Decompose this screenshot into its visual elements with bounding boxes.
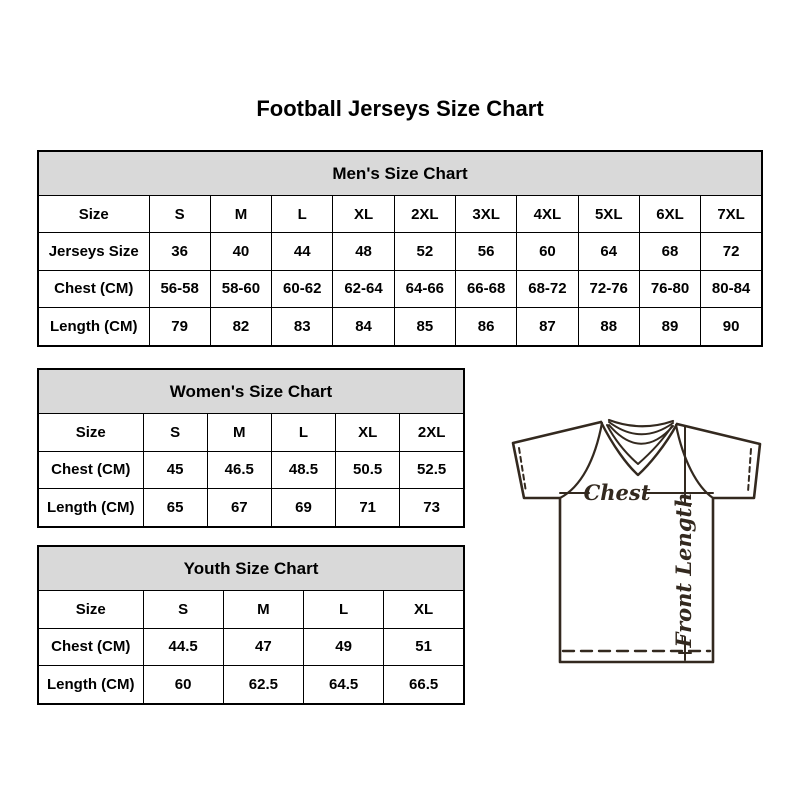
value-cell: L xyxy=(304,591,384,628)
value-cell: 64-66 xyxy=(394,270,455,307)
table-row xyxy=(38,270,762,307)
value-cell: 6XL xyxy=(639,196,700,233)
mens-size-table xyxy=(37,150,763,347)
value-cell: 60 xyxy=(517,233,578,270)
row-label-cell: Length (CM) xyxy=(38,308,149,346)
row-label-cell: Size xyxy=(38,591,143,628)
value-cell: 45 xyxy=(143,451,207,488)
womens-size-table xyxy=(37,368,465,528)
value-cell: S xyxy=(143,591,223,628)
value-cell: 44 xyxy=(272,233,333,270)
table-row xyxy=(38,451,464,488)
value-cell: 72-76 xyxy=(578,270,639,307)
value-cell: L xyxy=(271,414,335,451)
value-cell: 40 xyxy=(210,233,271,270)
table-row xyxy=(38,666,464,705)
value-cell: 47 xyxy=(223,628,303,665)
value-cell: 80-84 xyxy=(701,270,762,307)
table-row xyxy=(38,489,464,528)
value-cell: 62-64 xyxy=(333,270,394,307)
table-title: Youth Size Chart xyxy=(38,546,464,591)
value-cell: XL xyxy=(384,591,464,628)
value-cell: L xyxy=(272,196,333,233)
value-cell: 52.5 xyxy=(400,451,464,488)
table-title: Women's Size Chart xyxy=(38,369,464,414)
value-cell: 65 xyxy=(143,489,207,528)
value-cell: 87 xyxy=(517,308,578,346)
value-cell: 62.5 xyxy=(223,666,303,705)
value-cell: 76-80 xyxy=(639,270,700,307)
value-cell: 86 xyxy=(455,308,516,346)
value-cell: 64 xyxy=(578,233,639,270)
value-cell: 60 xyxy=(143,666,223,705)
table-row xyxy=(38,233,762,270)
value-cell: 56 xyxy=(455,233,516,270)
youth-size-table xyxy=(37,545,465,705)
value-cell: 36 xyxy=(149,233,210,270)
value-cell: 73 xyxy=(400,489,464,528)
value-cell: 79 xyxy=(149,308,210,346)
value-cell: 72 xyxy=(701,233,762,270)
value-cell: 51 xyxy=(384,628,464,665)
value-cell: 88 xyxy=(578,308,639,346)
chest-measure-label: Chest xyxy=(583,480,651,505)
value-cell: 48 xyxy=(333,233,394,270)
table-row xyxy=(38,414,464,451)
value-cell: 44.5 xyxy=(143,628,223,665)
table-row xyxy=(38,308,762,346)
value-cell: 52 xyxy=(394,233,455,270)
table-row xyxy=(38,591,464,628)
value-cell: S xyxy=(143,414,207,451)
row-label-cell: Jerseys Size xyxy=(38,233,149,270)
value-cell: 89 xyxy=(639,308,700,346)
value-cell: 2XL xyxy=(394,196,455,233)
value-cell: 7XL xyxy=(701,196,762,233)
jersey-measurement-diagram xyxy=(505,408,773,670)
row-label-cell: Size xyxy=(38,414,143,451)
value-cell: 46.5 xyxy=(207,451,271,488)
value-cell: 66.5 xyxy=(384,666,464,705)
value-cell: 49 xyxy=(304,628,384,665)
value-cell: 83 xyxy=(272,308,333,346)
table-row xyxy=(38,628,464,665)
value-cell: 68 xyxy=(639,233,700,270)
value-cell: S xyxy=(149,196,210,233)
value-cell: M xyxy=(223,591,303,628)
value-cell: 3XL xyxy=(455,196,516,233)
collar-top-edge xyxy=(609,420,673,426)
value-cell: 60-62 xyxy=(272,270,333,307)
table-row xyxy=(38,196,762,233)
value-cell: 84 xyxy=(333,308,394,346)
value-cell: 66-68 xyxy=(455,270,516,307)
value-cell: 56-58 xyxy=(149,270,210,307)
value-cell: 2XL xyxy=(400,414,464,451)
right-armhole-seam xyxy=(676,425,713,498)
row-label-cell: Length (CM) xyxy=(38,489,143,528)
row-label-cell: Size xyxy=(38,196,149,233)
row-label-cell: Chest (CM) xyxy=(38,270,149,307)
value-cell: 5XL xyxy=(578,196,639,233)
value-cell: 90 xyxy=(701,308,762,346)
value-cell: XL xyxy=(336,414,400,451)
value-cell: 4XL xyxy=(517,196,578,233)
jersey-outline-shape xyxy=(513,422,760,662)
table-title: Men's Size Chart xyxy=(38,151,762,196)
value-cell: 68-72 xyxy=(517,270,578,307)
row-label-cell: Length (CM) xyxy=(38,666,143,705)
value-cell: 64.5 xyxy=(304,666,384,705)
value-cell: 71 xyxy=(336,489,400,528)
right-cuff-stitch-dashes xyxy=(748,449,751,492)
value-cell: 85 xyxy=(394,308,455,346)
value-cell: M xyxy=(207,414,271,451)
front-length-measure-label: Front Length xyxy=(671,492,696,648)
value-cell: M xyxy=(210,196,271,233)
page-title: Football Jerseys Size Chart xyxy=(256,96,544,121)
row-label-cell: Chest (CM) xyxy=(38,451,143,488)
row-label-cell: Chest (CM) xyxy=(38,628,143,665)
value-cell: 58-60 xyxy=(210,270,271,307)
value-cell: 48.5 xyxy=(271,451,335,488)
value-cell: 69 xyxy=(271,489,335,528)
value-cell: 82 xyxy=(210,308,271,346)
value-cell: 50.5 xyxy=(336,451,400,488)
value-cell: 67 xyxy=(207,489,271,528)
value-cell: XL xyxy=(333,196,394,233)
